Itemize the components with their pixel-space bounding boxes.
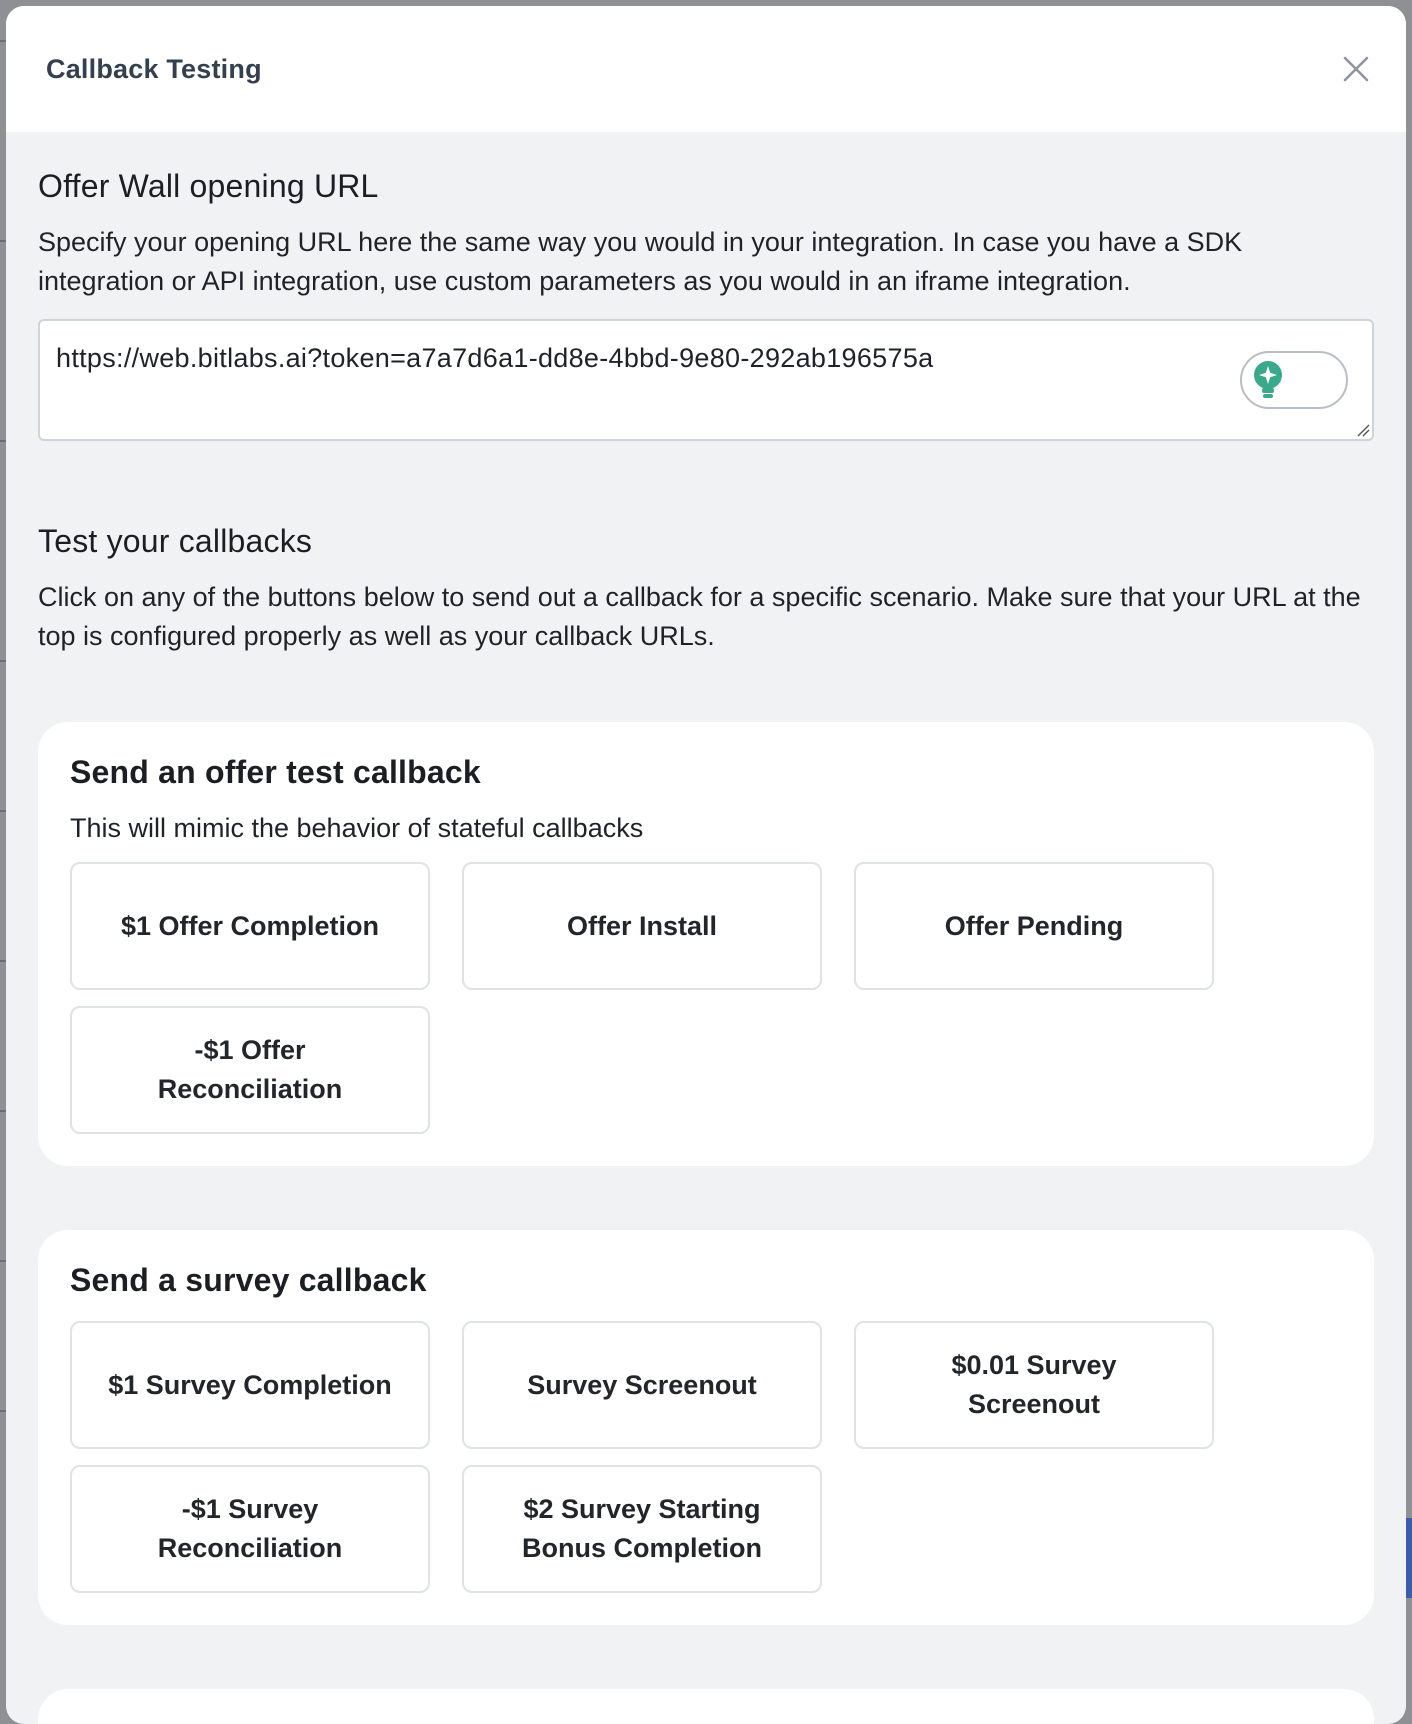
callback-testing-modal <box>6 6 1406 1724</box>
modal-title: Callback Testing <box>46 53 262 84</box>
url-section-description: Specify your opening URL here the same way you would in your integration. In case you have a SDK integration or API integration, use custom parameters as you would in an iframe integration. <box>38 227 1243 296</box>
offer-pending-button[interactable]: Offer Pending <box>854 862 1214 990</box>
modal-body[interactable] <box>6 132 1406 1724</box>
close-button[interactable] <box>1334 47 1378 91</box>
close-icon <box>1341 54 1371 84</box>
lightbulb-icon <box>1252 360 1284 400</box>
test-section-title: Test your callbacks <box>38 523 313 559</box>
offer-install-button[interactable]: Offer Install <box>462 862 822 990</box>
test-section-description: Click on any of the buttons below to send out a callback for a specific scenario. Make sure that your URL at the top is configured properly as well as your callback URLs. <box>38 582 1361 651</box>
modal-header <box>6 6 1406 132</box>
survey-card-title: Send a survey callback <box>70 1262 427 1298</box>
offer-reconciliation-button[interactable]: -$1 Offer Reconciliation <box>70 1006 430 1134</box>
survey-callback-card <box>38 1230 1374 1625</box>
opening-url-textarea[interactable] <box>38 319 1374 441</box>
assist-toggle[interactable] <box>1240 351 1348 409</box>
url-section-title: Offer Wall opening URL <box>38 168 379 204</box>
offer-callback-card <box>38 722 1374 1166</box>
survey-starting-bonus-button[interactable]: $2 Survey Starting Bonus Completion <box>462 1465 822 1593</box>
resize-handle-icon[interactable] <box>1354 421 1370 437</box>
survey-screenout-button[interactable]: Survey Screenout <box>462 1321 822 1449</box>
offer-completion-button[interactable]: $1 Offer Completion <box>70 862 430 990</box>
survey-button-grid <box>70 1321 1342 1593</box>
survey-completion-button[interactable]: $1 Survey Completion <box>70 1321 430 1449</box>
survey-paid-screenout-button[interactable]: $0.01 Survey Screenout <box>854 1321 1214 1449</box>
survey-reconciliation-button[interactable]: -$1 Survey Reconciliation <box>70 1465 430 1593</box>
opening-url-value[interactable]: https://web.bitlabs.ai?token=a7a7d6a1-dd8e-4bbd-9e80-292ab196575a <box>56 343 934 373</box>
next-card-partial <box>38 1689 1374 1724</box>
offer-card-title: Send an offer test callback <box>70 754 481 790</box>
offer-card-description: This will mimic the behavior of stateful callbacks <box>70 813 644 843</box>
test-callbacks-section <box>38 523 1374 656</box>
offer-button-grid <box>70 862 1342 1134</box>
